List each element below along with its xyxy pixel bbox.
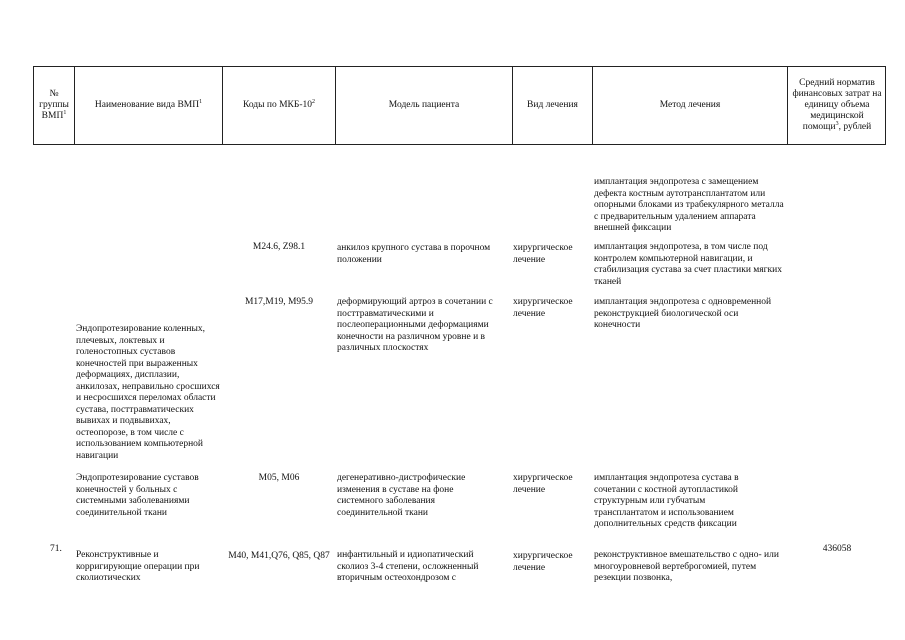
codes-cell-ankylosis: M24.6, Z98.1	[252, 242, 306, 252]
treatment-cell-arthrosis: хирургическое лечение	[513, 297, 573, 319]
header-treatment-type: Вид лечения	[527, 100, 578, 110]
model-cell-ankylosis: анкилоз крупного сустава в порочном положении	[337, 243, 491, 265]
method-cell-continued: имплантация эндопротеза с замещением дефекта костным аутотрансплантатом или опорными блоками из трабекулярного металла с предварительным удалением аппарата внешней фиксации	[594, 177, 784, 233]
treatment-cell-ankylosis: хирургическое лечение	[513, 243, 573, 265]
method-cell-ankylosis: имплантация эндопротеза, в том числе под контролем компьютерной навигации, и стабилизация сустава за счет пластики мягких тканей	[594, 242, 783, 287]
treatment-cell-systemic: хирургическое лечение	[513, 473, 573, 495]
method-cell-systemic: имплантация эндопротеза сустава в сочетании с костной аутопластикой структурным или губчатым трансплантатом и использованием дополнительных средств фиксации	[594, 473, 739, 529]
table-right-border	[885, 66, 886, 145]
name-cell-endoprosthesis: Эндопротезирование коленных, плечевых, локтевых и голеностопных суставов конечностей при выраженных деформациях, дисплазии, анкилозах, неправильно сросшихся и несросшихся переломах области сустава, посттравматических вывихах и подвывихах, остеопорозе, в том числе с использованием компьютерной навигации	[76, 324, 220, 461]
header-group-number: № группы ВМП$^1$	[39, 89, 69, 121]
codes-cell-arthrosis: M17,M19, M95.9	[244, 297, 314, 307]
header-icd-codes: Коды по МКБ-$10^2$	[242, 98, 316, 110]
header-average-cost: Средний норматив финансовых затрат на единицу объема медицинской помощи$^3$, рублей	[792, 78, 882, 132]
model-cell-arthrosis: деформирующий артроз в сочетании с посттравматическими и послеоперационными деформациями конечности на различном уровне и в различных плоскостях	[337, 297, 493, 353]
header-bottom-border	[33, 144, 886, 145]
header-treatment-method: Метод лечения	[659, 100, 721, 110]
group-number-71: 71.	[50, 544, 62, 554]
header-vmp-name: Наименование вида ВМП$^1$	[94, 98, 203, 110]
col-divider-6	[787, 66, 788, 145]
header-patient-model: Модель пациента	[388, 100, 460, 110]
method-cell-scoliosis: реконструктивное вмешательство с одно- или многоуровневой вертеброгомией, путем резекции позвонка,	[594, 550, 779, 583]
method-cell-arthrosis: имплантация эндопротеза с одновременной реконструкцией биологической оси конечности	[594, 297, 772, 330]
codes-cell-scoliosis: M40, M41,Q76, Q85, Q87	[228, 551, 330, 561]
name-cell-scoliosis: Реконструктивные и корригирующие операции при сколиотических	[76, 550, 200, 583]
codes-cell-systemic: M05, M06	[258, 473, 300, 483]
treatment-cell-scoliosis: хирургическое лечение	[513, 551, 573, 573]
name-cell-systemic: Эндопротезирование суставов конечностей у больных с системными заболеваниями соединительной ткани	[76, 473, 199, 518]
model-cell-scoliosis: инфантильный и идиопатический сколиоз 3-4 степени, осложненный вторичным остеохондрозом с	[337, 550, 479, 583]
model-cell-systemic: дегенеративно-дистрофические изменения в суставе на фоне системного заболевания соединительной ткани	[337, 473, 466, 518]
cost-cell-71: 436058	[822, 544, 852, 554]
